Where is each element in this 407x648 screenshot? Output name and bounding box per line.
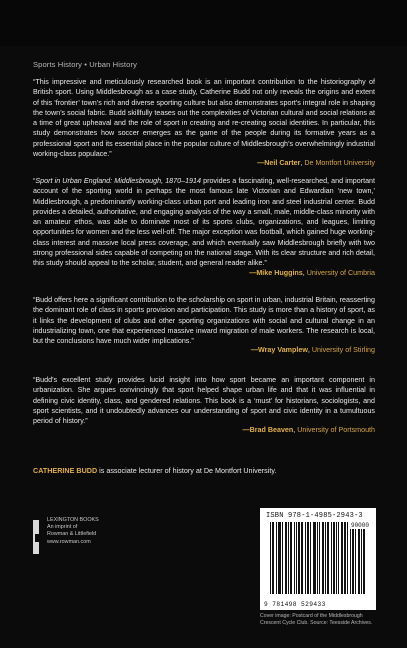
cover-credit [260,613,400,627]
barcode-bar [345,522,346,594]
barcode-bar [286,522,287,594]
quote-text: provides a fascinating, well-researched, and important account of the sporting world in perhaps the most famous late Victorian and Edwardian ‘new town,’ Middlesbrough, a predominantly working-class urban port and leading iron and steel industrial center. Budd provides a detailed, authoritative, and engaging analysis of the way a small, male, middle-class minority with an amateur ethos, was able to dominate most of its sports clubs, organizations, and leagues, limiting opportunities for women and the less well-off. The major exception was football, which gained huge working-class interest and massive local press coverage, and which eventually saw Middlesbrough briefly with two strong professional sides capable of competing on the national stage. With its clear structure and rich detail, this study should appeal to the scholar, student, and general reader alike.” [33,177,376,268]
publisher-info [47,517,99,546]
barcode-bar [302,522,303,594]
endorser-affiliation: University of Cumbria [306,268,375,277]
barcode-bar [323,522,324,594]
barcode-bar [364,522,365,594]
barcode-bar [342,522,343,594]
barcode-bar [305,522,306,594]
barcode-bar [288,522,289,594]
endorser-affiliation: University of Stirling [311,346,375,355]
barcode-bar [353,522,354,594]
barcode-digits: 9 781498 529433 [264,601,326,608]
cover-credit-line: Cover image: Postcard of the Middlesbrough [260,613,363,619]
quote-attribution: —Neil Carter, De Montfort University [257,159,375,168]
barcode-bar [296,522,297,594]
barcode-bar [308,522,309,594]
quote-attribution: —Mike Huggins, University of Cumbria [249,268,375,277]
quote-attribution: —Brad Beaven, University of Portsmouth [242,426,375,435]
cover-credit-line: Crescent Cycle Club. Source: Teesside Archives. [260,620,373,626]
endorsement-quote [33,295,375,356]
quote-text: “Budd’s excellent study provides lucid insight into how sport became an important component in urbanization. She argues convincingly that sport helped shape urban life and that it was influential in defining civic identity, class, and gendered relations. This book is a ‘must’ for historians, sociologists, and sport scientists, and it undoubtedly advances our understanding of sport and civic identity in a tumultuous period of history.” [33,376,375,426]
endorser-name: —Neil Carter [257,159,301,168]
barcode-bar [280,522,281,594]
author-name: CATHERINE BUDD [33,466,98,475]
lexington-books-logo-icon [33,520,43,554]
barcode-bar [282,522,283,594]
barcode-bar [270,522,271,594]
top-band [0,0,407,46]
quote-attribution: —Wray Vamplew, University of Stirling [250,346,375,355]
publisher-name: LEXINGTON BOOKS [47,517,99,523]
barcode-bar [361,522,362,594]
endorser-name: —Wray Vamplew [250,346,308,355]
barcode-bar [350,522,351,594]
barcode-bar [336,522,337,594]
author-bio [33,466,276,475]
barcode-bar [331,522,332,594]
publisher-parent: Rowman & Littlefield [47,531,97,538]
barcode-bar [317,522,318,594]
barcode-bar [315,522,316,594]
barcode-bar [355,522,356,594]
publisher-url: www.rowman.com [47,538,91,545]
author-bio-text: is associate lecturer of history at De Montfort University. [97,466,277,475]
endorser-affiliation: De Montfort University [304,159,375,168]
barcode-bar [325,522,326,594]
subject-categories: Sports History • Urban History [33,60,137,69]
barcode-bar [319,522,320,594]
price-code: 90000 [350,522,369,529]
endorser-name: —Mike Huggins [249,268,303,277]
barcode-bar [276,522,277,594]
isbn-barcode [260,508,376,610]
endorsement-quote [33,375,375,436]
endorsement-quote [33,176,375,278]
barcode-bar [291,522,292,594]
endorser-name: —Brad Beaven [242,426,294,435]
barcode-bar [338,522,339,594]
barcode-bar [334,522,335,594]
isbn-label: ISBN 978-1-4985-2943-3 [266,512,363,520]
barcode-bar [294,522,295,594]
barcode-bar [299,522,300,594]
barcode-bar [359,522,360,594]
publisher-imprint-line: An imprint of [47,524,78,531]
quote-text: “Budd offers here a significant contribution to the scholarship on sport in urban, industrial Britain, reasserting the dominant role of class in sports provision and participation. This study is more than a history of sport, as it links the development of clubs and other sporting organizations with social and cultural change in an industrializing town, one that experienced massive inward migration of male workers. The research is local, but the conclusions have much wider implications.” [33,296,375,346]
barcode-bars [270,522,366,594]
barcode-bar [328,522,329,594]
quote-text: “This impressive and meticulously researched book is an important contribution to the historiography of British sport. Using Middlesbrough as a case study, Catherine Budd not only reveals the origins and extent of this ‘frontier’ town’s rich and diverse sporting culture but also demonstrates sport’s integral role in shaping the town’s social fabric. Budd skillfully teases out the complexities of Victorian cultural and social relations at a time of great upheaval and the role of sport in creating and re-creating social identities. In particular, this study demonstrates how soccer emerges as the game of the people during its formative years as a professional sport and its essential place in the popular culture of Middlesbrough’s overwhelmingly industrial working-class populace.” [33,78,375,159]
endorsement-quote [33,77,375,169]
book-title-italic: Sport in Urban England: Middlesbrough, 1870–1914 [35,177,201,185]
endorser-affiliation: University of Portsmouth [297,426,375,435]
barcode-bar [347,522,348,594]
barcode-bar [310,522,311,594]
quote-open-mark: “ [33,177,36,185]
barcode-bar [273,522,274,594]
